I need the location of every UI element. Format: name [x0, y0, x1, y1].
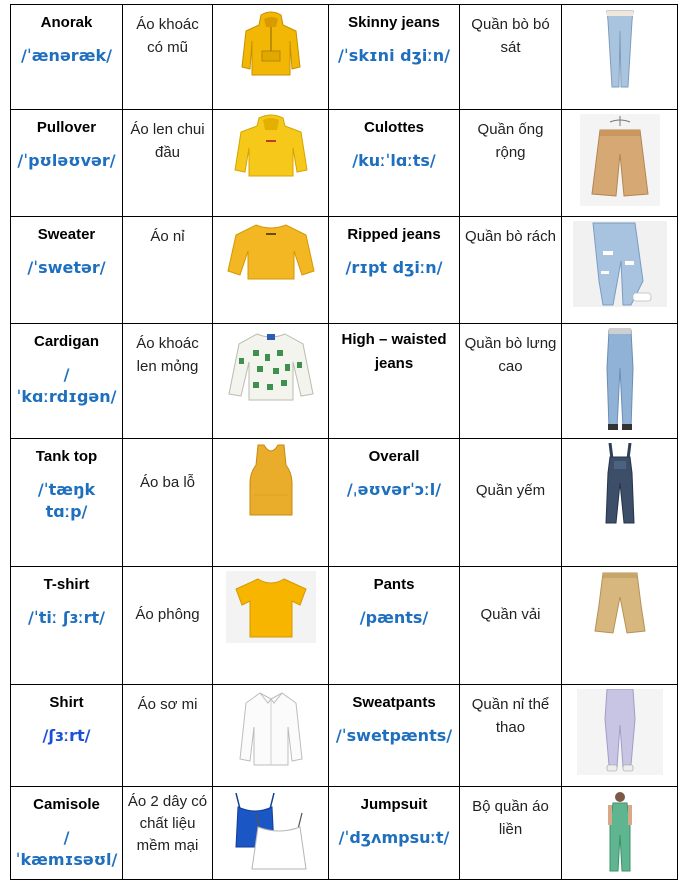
word-cell	[329, 567, 460, 685]
meaning-cell	[460, 787, 562, 880]
meaning-cell	[123, 324, 213, 439]
word: Shirt	[49, 694, 84, 711]
table-row	[11, 567, 678, 685]
word: Skinny jeans	[348, 14, 440, 31]
word: Overall	[368, 448, 420, 465]
word: Jumpsuit	[360, 796, 428, 813]
pronunciation: /pænts/	[359, 608, 429, 627]
culottes-image	[580, 114, 660, 206]
word-cell	[329, 439, 460, 567]
word: Anorak	[40, 14, 93, 31]
meaning-cell	[460, 439, 562, 567]
word: Cardigan	[33, 333, 99, 350]
meaning: Bộ quần áo liền	[472, 798, 549, 838]
meaning-cell	[460, 5, 562, 110]
table-row	[11, 217, 678, 324]
pronunciation: /ˈswetər/	[27, 258, 106, 277]
meaning: Áo len chui đầu	[130, 121, 205, 161]
meaning-cell	[123, 685, 213, 787]
word: Pullover	[36, 119, 97, 136]
image-cell	[562, 217, 678, 324]
meaning: Quần bò lưng cao	[464, 335, 557, 375]
meaning-cell	[123, 110, 213, 217]
word-cell	[11, 324, 123, 439]
meaning-cell	[123, 439, 213, 567]
pronunciation: /ˈtiː ʃɜːrt/	[28, 608, 105, 627]
word-cell	[329, 685, 460, 787]
word-cell	[329, 5, 460, 110]
image-cell	[213, 5, 329, 110]
pronunciation: /ˈskɪni dʒiːn/	[338, 46, 450, 65]
table-row	[11, 324, 678, 439]
image-cell	[562, 787, 678, 880]
tank-top-image	[246, 443, 296, 517]
pronunciation: /ˈkæmɪsəʊl/	[15, 828, 118, 869]
word: Sweater	[37, 226, 96, 243]
white-shirt-image	[238, 689, 304, 769]
camisole-image	[226, 791, 316, 871]
pronunciation: /ˈtæŋk tɑːp/	[37, 480, 96, 521]
overall-image	[602, 443, 638, 525]
meaning: Áo ba lỗ	[139, 474, 196, 491]
pants-image	[591, 571, 649, 635]
word-cell	[329, 217, 460, 324]
word-cell	[329, 787, 460, 880]
image-cell	[562, 439, 678, 567]
pronunciation: /rɪpt dʒiːn/	[345, 258, 443, 277]
cardigan-image	[227, 328, 315, 402]
word: Camisole	[33, 796, 100, 813]
image-cell	[213, 110, 329, 217]
word: Ripped jeans	[347, 226, 441, 243]
meaning: Quần ống rộng	[477, 121, 544, 161]
jumpsuit-image	[600, 791, 640, 875]
word-cell	[329, 324, 460, 439]
t-shirt-image	[226, 571, 316, 643]
image-cell	[562, 5, 678, 110]
vocabulary-table	[10, 4, 678, 880]
pronunciation: /ˈænəræk/	[21, 46, 112, 65]
image-cell	[562, 110, 678, 217]
word-cell	[11, 5, 123, 110]
pronunciation: /ˈdʒʌmpsuːt/	[338, 828, 450, 847]
pronunciation: /ˌəʊvərˈɔːl/	[346, 480, 442, 499]
table-row	[11, 110, 678, 217]
table-row	[11, 5, 678, 110]
word: Tank top	[35, 448, 98, 465]
word-cell	[11, 685, 123, 787]
meaning-cell	[460, 324, 562, 439]
pronunciation: /kuːˈlɑːts/	[352, 151, 436, 170]
meaning-cell	[460, 217, 562, 324]
word: Culottes	[364, 119, 424, 136]
image-cell	[562, 324, 678, 439]
pronunciation: /ˈswetpænts/	[335, 726, 453, 745]
word: High – waisted jeans	[341, 331, 447, 372]
skinny-jeans-image	[595, 9, 645, 89]
ripped-jeans-image	[573, 221, 667, 307]
table-row	[11, 787, 678, 880]
meaning: Quần yếm	[475, 482, 546, 499]
word: Pants	[373, 576, 415, 593]
pronunciation: /ˈpʊləʊvər/	[17, 151, 116, 170]
image-cell	[213, 787, 329, 880]
pronunciation: /ʃɜːrt/	[42, 726, 91, 745]
meaning: Áo khoác có mũ	[136, 16, 199, 56]
meaning: Áo phông	[135, 606, 200, 623]
image-cell	[213, 685, 329, 787]
meaning: Quần bò bó sát	[471, 16, 550, 56]
meaning: Áo 2 dây có chất liệu mềm mại	[127, 793, 208, 854]
high-waisted-jeans-image	[603, 328, 637, 432]
word: Sweatpants	[352, 694, 436, 711]
meaning: Quần vải	[480, 606, 541, 623]
word-cell	[11, 439, 123, 567]
image-cell	[562, 567, 678, 685]
meaning: Áo khoác len mỏng	[136, 335, 199, 375]
meaning-cell	[460, 110, 562, 217]
image-cell	[562, 685, 678, 787]
meaning: Áo sơ mi	[137, 696, 198, 713]
word-cell	[11, 567, 123, 685]
image-cell	[213, 439, 329, 567]
meaning: Quần bò rách	[465, 228, 556, 245]
word-cell	[11, 787, 123, 880]
image-cell	[213, 217, 329, 324]
meaning: Áo nỉ	[150, 228, 185, 245]
meaning-cell	[123, 217, 213, 324]
yellow-pullover-image	[231, 114, 311, 180]
meaning: Quần nỉ thể thao	[471, 696, 550, 736]
word-cell	[11, 110, 123, 217]
image-cell	[213, 324, 329, 439]
meaning-cell	[123, 567, 213, 685]
meaning-cell	[460, 685, 562, 787]
pronunciation: /ˈkɑːrdɪgən/	[16, 365, 117, 406]
word-cell	[11, 217, 123, 324]
table-row	[11, 685, 678, 787]
meaning-cell	[460, 567, 562, 685]
yellow-sweater-image	[226, 221, 316, 281]
yellow-anorak-image	[236, 9, 306, 79]
meaning-cell	[123, 5, 213, 110]
table-row	[11, 439, 678, 567]
word: T-shirt	[43, 576, 90, 593]
image-cell	[213, 567, 329, 685]
word-cell	[329, 110, 460, 217]
meaning-cell	[123, 787, 213, 880]
sweatpants-image	[577, 689, 663, 775]
